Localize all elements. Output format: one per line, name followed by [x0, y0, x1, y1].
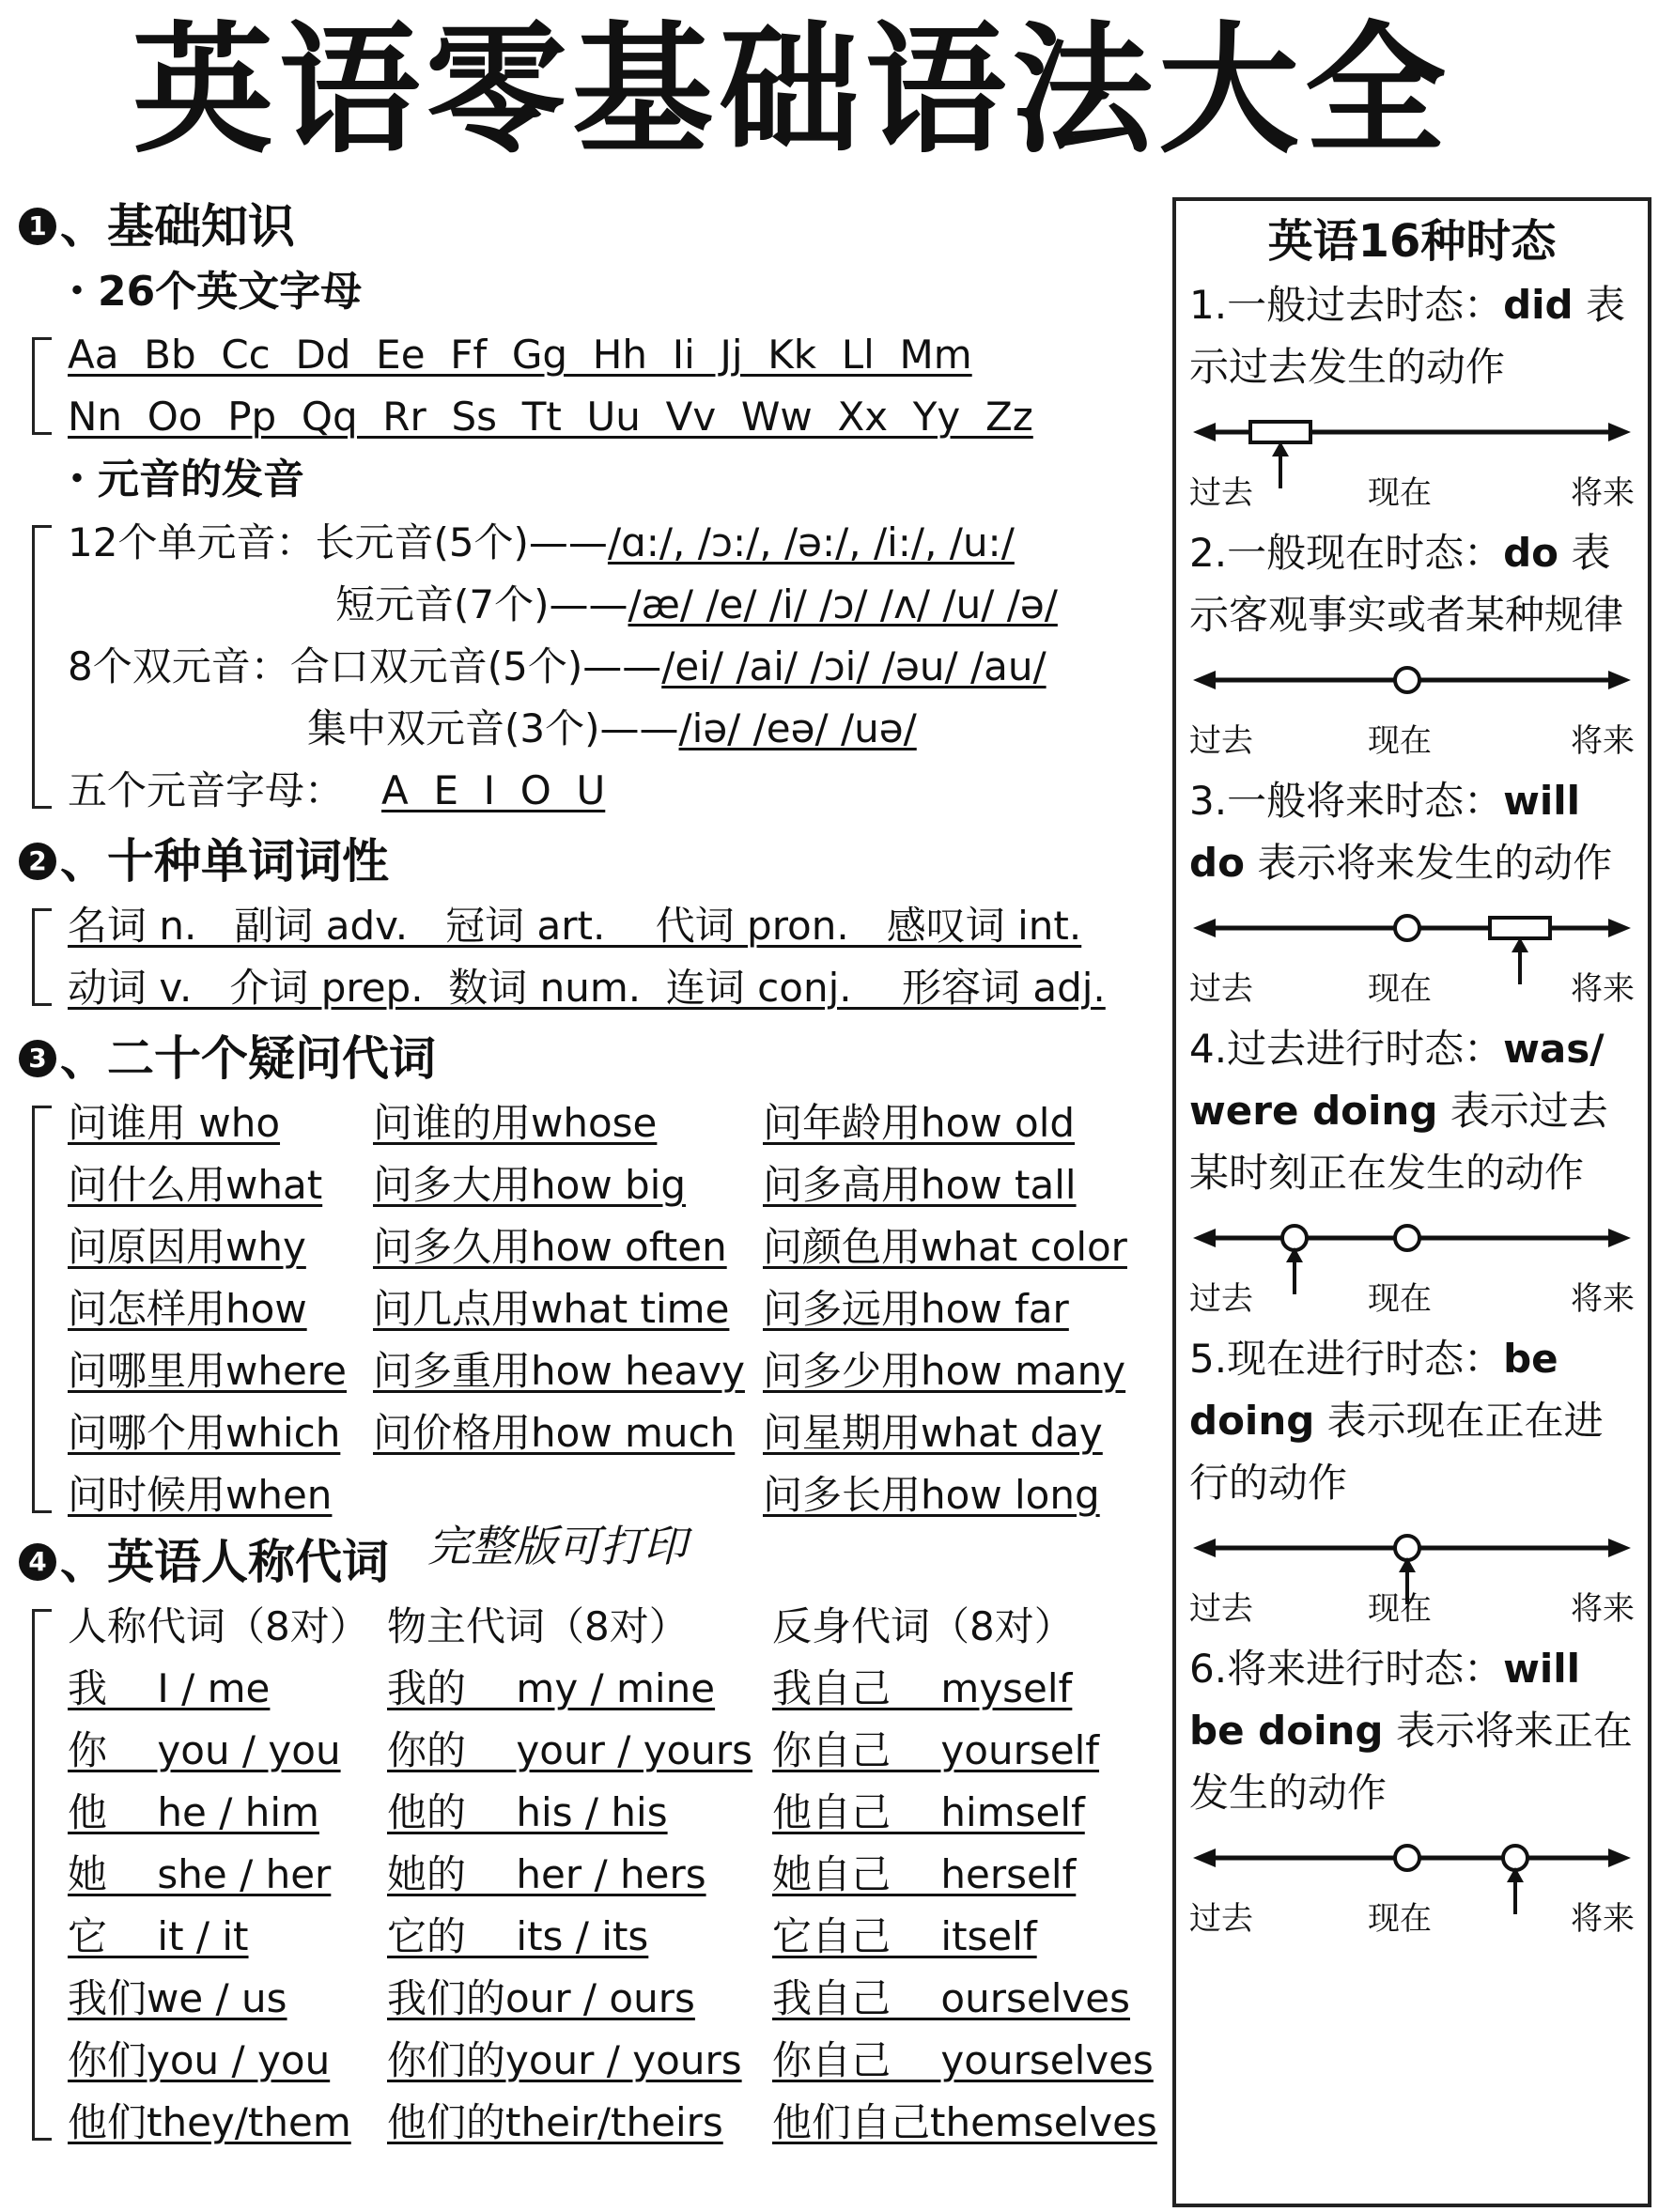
interrogative-item — [763, 1216, 1157, 1278]
item-text: 问多重用how heavy — [373, 1348, 745, 1394]
pronoun-cell — [68, 1720, 387, 1782]
interrogative-item — [763, 1154, 1157, 1216]
cell-text: 他们they/them — [68, 2099, 351, 2145]
page-title: 英语零基础语法大全 — [132, 9, 1451, 173]
item-text: 问多长用how long — [763, 1472, 1100, 1518]
item-text: 问多久用how often — [373, 1224, 727, 1270]
item-text: 问多少用how many — [763, 1348, 1126, 1394]
interrogative-item — [68, 1154, 373, 1216]
future-label: 将来 — [1571, 1280, 1635, 1318]
vowel-block — [19, 512, 1165, 822]
tense-desc: 表示现在正在进行的动作 — [1189, 1398, 1604, 1506]
tense-desc: 表示过去某时刻正在发生的动作 — [1189, 1088, 1608, 1196]
cell-text: 他们的their/theirs — [387, 2099, 723, 2145]
number-badge: 2 — [19, 843, 56, 880]
pronoun-cell — [387, 1782, 772, 1844]
cell-text: 你们的your / yours — [387, 2037, 742, 2083]
future-label: 将来 — [1571, 1590, 1635, 1628]
heading-text: 、英语人称代词 — [60, 1535, 389, 1589]
interrogative-item — [373, 1092, 763, 1154]
pronoun-cell — [387, 1906, 772, 1968]
past-label: 过去 — [1189, 474, 1253, 512]
cell-text: 你们you / you — [68, 2037, 331, 2083]
alphabet-row: Nn Oo Pp Qq Rr Ss Tt Uu Vv Ww Xx Yy Zz — [68, 394, 1033, 440]
pronoun-cell — [68, 1906, 387, 1968]
cell-text: 他自己 himself — [772, 1789, 1085, 1835]
past-label: 过去 — [1189, 722, 1253, 760]
pronoun-cell — [772, 1844, 1167, 1906]
tense-item — [1189, 274, 1635, 398]
cell-text: 她 she / her — [68, 1851, 332, 1897]
item-text: 问哪个用which — [68, 1410, 341, 1456]
interrogative-item — [373, 1278, 763, 1340]
alphabet-block — [19, 324, 1165, 448]
label: 集中双元音(3个)—— — [307, 705, 679, 751]
timeline-diagram — [1189, 1210, 1635, 1323]
cell-text: 我的 my / mine — [387, 1665, 716, 1711]
number-badge: 1 — [19, 208, 56, 245]
present-label: 现在 — [1368, 970, 1432, 1008]
cell-text: 你的 your / yours — [387, 1727, 753, 1773]
vowel-row — [68, 574, 1165, 636]
timeline-diagram — [1189, 404, 1635, 517]
heading-text: 、二十个疑问代词 — [60, 1031, 436, 1086]
tense-form: was/ were doing — [1189, 1026, 1605, 1134]
pronoun-cell — [387, 1844, 772, 1906]
interrogative-item — [373, 1402, 763, 1464]
pronoun-cell — [772, 2092, 1167, 2154]
future-label: 将来 — [1571, 970, 1635, 1008]
tense-panel-title: 英语16种时态 — [1267, 215, 1557, 268]
tense-name: 6.将来进行时态： — [1189, 1646, 1504, 1692]
cell-text: 我自己 ourselves — [772, 1975, 1130, 2021]
tense-desc: 表示客观事实或者某种规律 — [1189, 530, 1624, 638]
cell-text: 他的 his / his — [387, 1789, 668, 1835]
vowel-row — [68, 760, 1165, 822]
past-label: 过去 — [1189, 970, 1253, 1008]
tense-item — [1189, 522, 1635, 646]
cell-text: 他 he / him — [68, 1789, 319, 1835]
item-text: 问多大用how big — [373, 1162, 687, 1208]
label: 五个元音字母： — [68, 767, 345, 813]
label: 12个单元音：长元音(5个)—— — [68, 519, 608, 565]
pronoun-cell — [68, 1782, 387, 1844]
interrogative-item — [68, 1216, 373, 1278]
tense-form: be doing — [1189, 1336, 1558, 1444]
tense-item — [1189, 1018, 1635, 1204]
interrogative-item — [68, 1092, 373, 1154]
future-label: 将来 — [1571, 474, 1635, 512]
tense-name: 4.过去进行时态： — [1189, 1026, 1504, 1072]
pronoun-table — [19, 1596, 1165, 2154]
section-3-heading — [19, 1025, 1165, 1092]
tense-name: 1.一般过去时态： — [1189, 282, 1504, 328]
timeline-diagram — [1189, 1830, 1635, 1942]
pronoun-cell — [772, 1906, 1167, 1968]
tense-name: 2.一般现在时态： — [1189, 530, 1504, 576]
label: 短元音(7个)—— — [335, 581, 628, 627]
pronoun-cell — [68, 1844, 387, 1906]
cell-text: 它的 its / its — [387, 1913, 649, 1959]
interrogative-item — [373, 1154, 763, 1216]
pronoun-cell — [68, 1658, 387, 1720]
column-header: 人称代词（8对） — [68, 1603, 369, 1649]
pronoun-cell — [772, 1968, 1167, 2030]
present-label: 现在 — [1368, 474, 1432, 512]
cell-text: 她的 her / hers — [387, 1851, 706, 1897]
item-text: 问原因用why — [68, 1224, 306, 1270]
alphabet-row: Aa Bb Cc Dd Ee Ff Gg Hh Ii Jj Kk Ll Mm — [68, 332, 972, 378]
cell-text: 我们we / us — [68, 1975, 287, 2021]
tense-form: will do — [1189, 778, 1581, 886]
alphabet-title: ・26个英文字母 — [56, 268, 363, 316]
value: /iə/ /eə/ /uə/ — [678, 705, 917, 751]
pronoun-cell — [387, 2092, 772, 2154]
cell-text: 她自己 herself — [772, 1851, 1077, 1897]
item-text: 问怎样用how — [68, 1286, 307, 1332]
number-badge: 3 — [19, 1040, 56, 1077]
pronoun-cell — [387, 2030, 772, 2092]
pronoun-cell — [772, 1658, 1167, 1720]
past-label: 过去 — [1189, 1900, 1253, 1938]
interrogative-item — [373, 1340, 763, 1402]
interrogative-item — [68, 1340, 373, 1402]
present-label: 现在 — [1368, 722, 1432, 760]
item-text: 问多远用how far — [763, 1286, 1069, 1332]
interrogative-item — [763, 1402, 1157, 1464]
pronoun-cell — [68, 2092, 387, 2154]
section-1-heading — [19, 193, 1165, 260]
cell-text: 你 you / you — [68, 1727, 341, 1773]
value: /æ/ /e/ /i/ /ɔ/ /ʌ/ /u/ /ə/ — [628, 581, 1058, 627]
item-text: 问价格用how much — [373, 1410, 736, 1456]
cell-text: 我们的our / ours — [387, 1975, 695, 2021]
cell-text: 你自己 yourself — [772, 1727, 1100, 1773]
interrogative-item — [763, 1340, 1157, 1402]
parts-of-speech — [19, 895, 1165, 1019]
value: /ɑ:/, /ɔ:/, /ə:/, /i:/, /u:/ — [607, 519, 1015, 565]
vowel-title: ・元音的发音 — [56, 456, 304, 503]
heading-text: 、十种单词词性 — [60, 834, 389, 889]
item-text: 问多高用how tall — [763, 1162, 1077, 1208]
interrogative-item — [763, 1278, 1157, 1340]
cell-text: 它 it / it — [68, 1913, 249, 1959]
interrogative-item — [68, 1402, 373, 1464]
tense-form: did — [1503, 282, 1574, 328]
tense-desc: 表示将来发生的动作 — [1257, 840, 1613, 886]
item-text: 问什么用what — [68, 1162, 323, 1208]
cell-text: 你自己 yourselves — [772, 2037, 1154, 2083]
timeline-diagram — [1189, 1520, 1635, 1632]
item-text: 问哪里用where — [68, 1348, 347, 1394]
tense-desc: 表示过去发生的动作 — [1189, 282, 1625, 390]
tense-desc: 表示将来正在发生的动作 — [1189, 1708, 1633, 1816]
interrogative-item — [763, 1464, 1157, 1526]
cell-text: 我 I / me — [68, 1665, 271, 1711]
interrogative-item — [763, 1092, 1157, 1154]
item-text: 问颜色用what color — [763, 1224, 1127, 1270]
value: A E I O U — [381, 767, 606, 813]
cell-text: 我自己 myself — [772, 1665, 1073, 1711]
present-label: 现在 — [1368, 1280, 1432, 1318]
tense-item — [1189, 1638, 1635, 1824]
pos-row: 动词 v. 介词 prep. 数词 num. 连词 conj. 形容词 adj. — [68, 965, 1106, 1011]
present-label: 现在 — [1368, 1590, 1432, 1628]
pos-row: 名词 n. 副词 adv. 冠词 art. 代词 pron. 感叹词 int. — [68, 903, 1082, 949]
section-2-heading — [19, 828, 1165, 895]
interrogatives-grid — [19, 1092, 1165, 1526]
interrogative-item — [373, 1216, 763, 1278]
item-text: 问时候用when — [68, 1472, 333, 1518]
tense-item — [1189, 1328, 1635, 1514]
pronoun-cell — [772, 2030, 1167, 2092]
tense-panel — [1172, 197, 1651, 2207]
past-label: 过去 — [1189, 1280, 1253, 1318]
interrogative-item — [68, 1278, 373, 1340]
pronoun-cell — [772, 1782, 1167, 1844]
item-text: 问星期用what day — [763, 1410, 1103, 1456]
item-text: 问谁的用whose — [373, 1100, 658, 1146]
future-label: 将来 — [1571, 722, 1635, 760]
pronoun-cell — [772, 1720, 1167, 1782]
interrogative-item — [68, 1464, 373, 1526]
tense-form: will be doing — [1189, 1646, 1581, 1754]
handwritten-note: 完整版可打印 — [427, 1521, 687, 1571]
pronoun-cell — [68, 1968, 387, 2030]
pronoun-cell — [387, 1658, 772, 1720]
item-text: 问年龄用how old — [763, 1100, 1076, 1146]
item-text: 问几点用what time — [373, 1286, 730, 1332]
vowel-row — [68, 512, 1165, 574]
main-content — [19, 193, 1165, 2154]
item-text: 问谁用 who — [68, 1100, 281, 1146]
heading-text: 、基础知识 — [60, 199, 295, 254]
past-label: 过去 — [1189, 1590, 1253, 1628]
tense-item — [1189, 770, 1635, 894]
cell-text: 它自己 itself — [772, 1913, 1037, 1959]
vowel-row — [68, 698, 1165, 760]
label: 8个双元音：合口双元音(5个)—— — [68, 643, 662, 689]
cell-text: 他们自己themselves — [772, 2099, 1157, 2145]
timeline-diagram — [1189, 900, 1635, 1013]
column-header: 物主代词（8对） — [387, 1603, 689, 1649]
tense-name: 5.现在进行时态： — [1189, 1336, 1504, 1382]
pronoun-cell — [387, 1720, 772, 1782]
present-label: 现在 — [1368, 1900, 1432, 1938]
vowel-row — [68, 636, 1165, 698]
column-header: 反身代词（8对） — [772, 1603, 1074, 1649]
number-badge: 4 — [19, 1543, 56, 1581]
pronoun-cell — [387, 1968, 772, 2030]
tense-form: do — [1503, 530, 1558, 576]
future-label: 将来 — [1571, 1900, 1635, 1938]
pronoun-cell — [68, 2030, 387, 2092]
timeline-diagram — [1189, 652, 1635, 765]
tense-name: 3.一般将来时态： — [1189, 778, 1504, 824]
value: /ei/ /ai/ /ɔi/ /əu/ /au/ — [661, 643, 1047, 689]
